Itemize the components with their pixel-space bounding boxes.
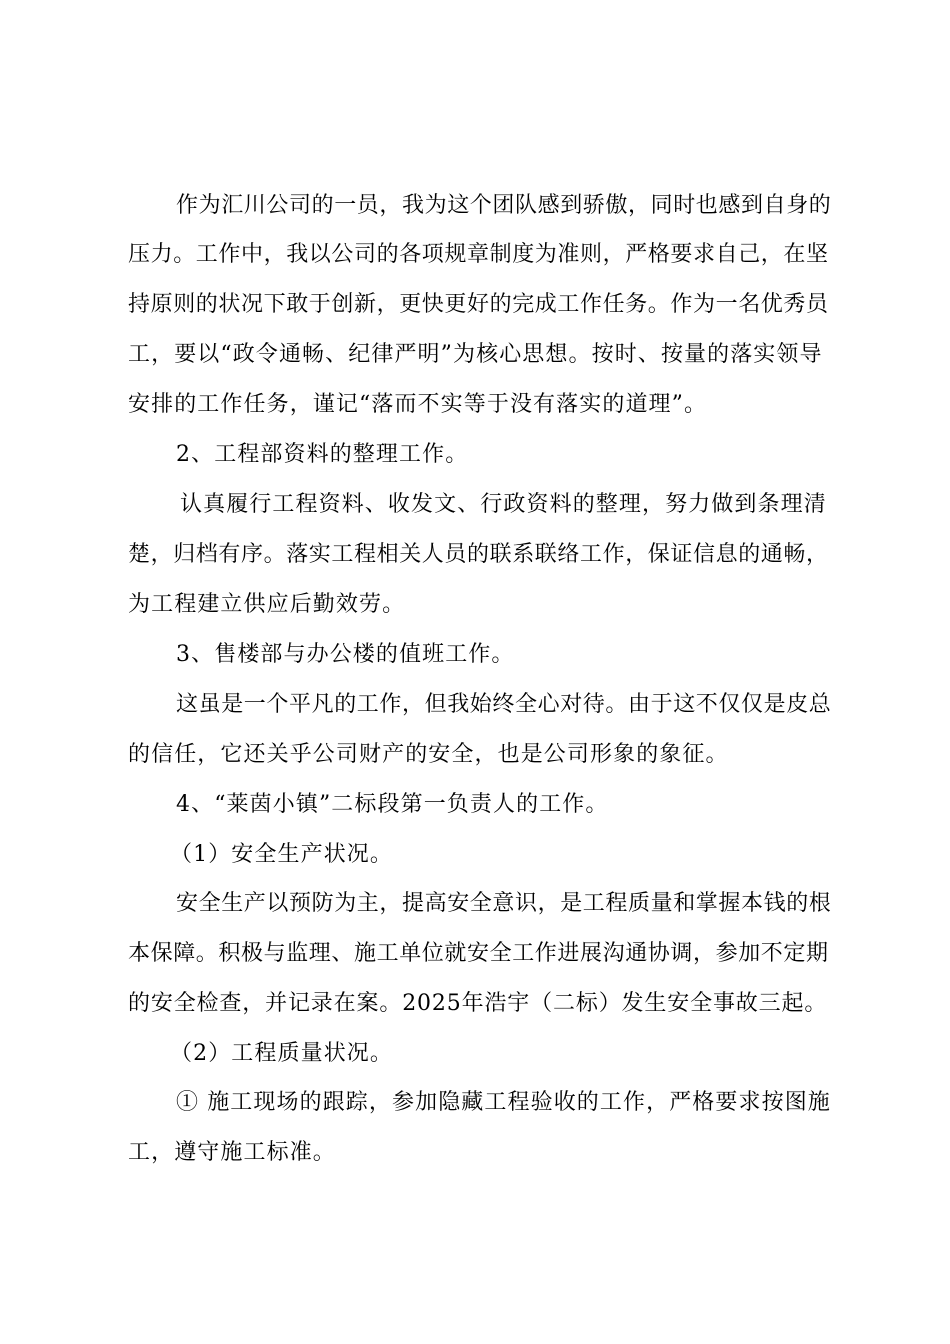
paragraph-line: 安全生产以预防为主，提高安全意识，是工程质量和掌握本钱的根 xyxy=(176,891,832,916)
section-heading: 2、工程部资料的整理工作。 xyxy=(176,442,469,467)
section-heading: 4、“莱茵小镇”二标段第一负责人的工作。 xyxy=(176,792,609,817)
paragraph-line: 工，遵守施工标准。 xyxy=(128,1140,336,1165)
section-heading: 3、售楼部与办公楼的值班工作。 xyxy=(176,642,515,667)
paragraph-line: 作为汇川公司的一员，我为这个团队感到骄傲，同时也感到自身的 xyxy=(176,193,832,218)
paragraph-line: ① 施工现场的跟踪，参加隐藏工程验收的工作，严格要求按图施 xyxy=(176,1090,831,1115)
paragraph-line: 安排的工作任务，谨记“落而不实等于没有落实的道理”。 xyxy=(128,392,708,417)
paragraph-line: 压力。工作中，我以公司的各项规章制度为准则，严格要求自己，在坚 xyxy=(128,242,829,267)
paragraph-line: 这虽是一个平凡的工作，但我始终全心对待。由于这不仅仅是皮总 xyxy=(176,692,832,717)
paragraph-line: 认真履行工程资料、收发文、行政资料的整理，努力做到条理清 xyxy=(180,492,827,517)
paragraph-line: 楚，归档有序。落实工程相关人员的联系联络工作，保证信息的通畅， xyxy=(128,542,829,567)
paragraph-line: 本保障。积极与监理、施工单位就安全工作进展沟通协调，参加不定期 xyxy=(128,941,829,966)
sub-heading: （2）工程质量状况。 xyxy=(170,1041,393,1066)
paragraph-line: 持原则的状况下敢于创新，更快更好的完成工作任务。作为一名优秀员 xyxy=(128,292,829,317)
paragraph-line: 工，要以“政令通畅、纪律严明”为核心思想。按时、按量的落实领导 xyxy=(128,342,823,367)
paragraph-line: 的安全检查，并记录在案。2025年浩宇（二标）发生安全事故三起。 xyxy=(128,991,828,1016)
paragraph-line: 为工程建立供应后勤效劳。 xyxy=(128,592,406,617)
paragraph-line: 的信任，它还关乎公司财产的安全，也是公司形象的象征。 xyxy=(128,742,729,767)
sub-heading: （1）安全生产状况。 xyxy=(170,842,393,867)
